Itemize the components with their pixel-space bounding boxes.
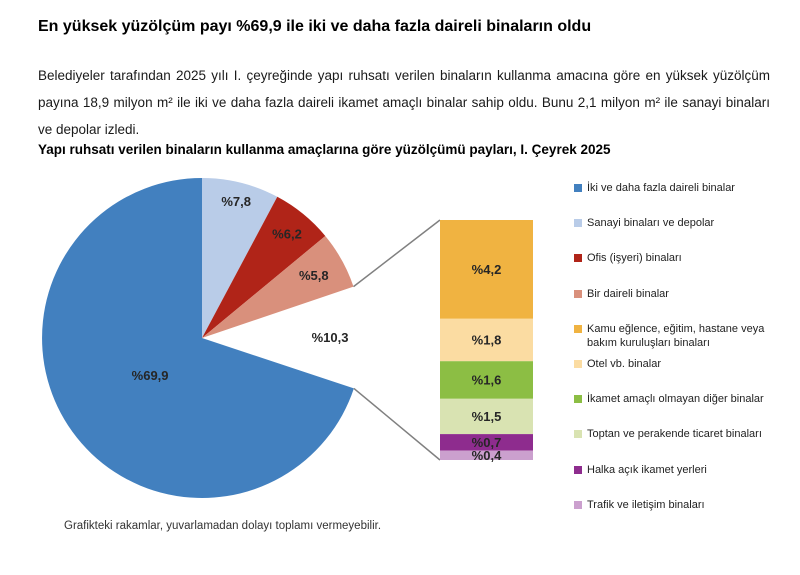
legend-swatch: [574, 466, 582, 474]
legend-item: [574, 216, 784, 231]
legend-label: Otel vb. binalar: [587, 358, 661, 370]
value-label: %0,4: [471, 447, 502, 463]
legend-item: [574, 498, 784, 513]
value-label: %6,2: [272, 226, 302, 242]
legend-swatch: [574, 501, 582, 509]
page-title: En yüksek yüzölçüm payı %69,9 ile iki ve daha fazla daireli binaların oldu: [38, 18, 592, 35]
legend-swatch: [574, 184, 582, 192]
legend-swatch: [574, 254, 582, 262]
legend-item: [574, 287, 784, 302]
legend-swatch: [574, 325, 582, 333]
legend-item: [574, 463, 784, 478]
value-label: %1,5: [471, 409, 502, 424]
legend-label: Toptan ve perakende ticaret binaları: [587, 428, 762, 441]
legend-item: [574, 392, 784, 407]
value-label: %69,9: [131, 368, 169, 383]
legend-swatch: [574, 430, 582, 438]
legend-label: Ofis (işyeri) binaları: [587, 252, 682, 265]
legend-swatch: [574, 395, 582, 403]
legend-label: İkamet amaçlı olmayan diğer binalar: [587, 393, 764, 406]
value-label: %4,2: [471, 261, 502, 277]
legend-item: [574, 427, 784, 442]
legend-label: Bir daireli binalar: [587, 287, 669, 300]
legend-label: Kamu eğlence, eğitim, hastane veya bakım kuruluşları binaları: [587, 322, 765, 350]
legend-item: [574, 181, 784, 196]
legend-label: Trafik ve iletişim binaları: [587, 498, 705, 511]
value-label: %1,8: [471, 332, 502, 348]
legend-swatch: [574, 219, 582, 227]
intro-paragraph: Belediyeler tarafından 2025 yılı I. çeyreğinde yapı ruhsatı verilen binaların kullanma amacına göre en yüksek yüzölçüm payına 18,9 milyon m² ile iki ve daha fazla daireli ikamet amaçlı binalar sahip oldu. Bunu 2,1 milyon m² ile sanayi binaları ve depolar izledi.: [38, 68, 770, 137]
callout-line-bottom: [354, 388, 440, 460]
value-label: %0,7: [471, 434, 502, 450]
value-label: %1,6: [471, 372, 502, 388]
chart-legend: [574, 0, 789, 575]
legend-swatch: [574, 360, 582, 368]
callout-line-top: [354, 220, 441, 287]
legend-label: Halka açık ikamet yerleri: [587, 463, 707, 476]
chart-title: Yapı ruhsatı verilen binaların kullanma amaçlarına göre yüzölçümü payları, I. Çeyrek 2025: [38, 142, 611, 157]
chart-footnote: Grafikteki rakamlar, yuvarlamadan dolayı toplamı vermeyebilir.: [64, 520, 382, 532]
value-label: %10,3: [311, 330, 349, 346]
legend-item: [574, 251, 784, 266]
legend-item: [574, 322, 784, 351]
legend-swatch: [574, 290, 582, 298]
value-label: %7,8: [221, 193, 252, 209]
legend-label: Sanayi binaları ve depolar: [587, 217, 715, 230]
value-label: %5,8: [298, 268, 329, 284]
legend-item: [574, 357, 784, 372]
legend-label: İki ve daha fazla daireli binalar: [587, 182, 735, 194]
